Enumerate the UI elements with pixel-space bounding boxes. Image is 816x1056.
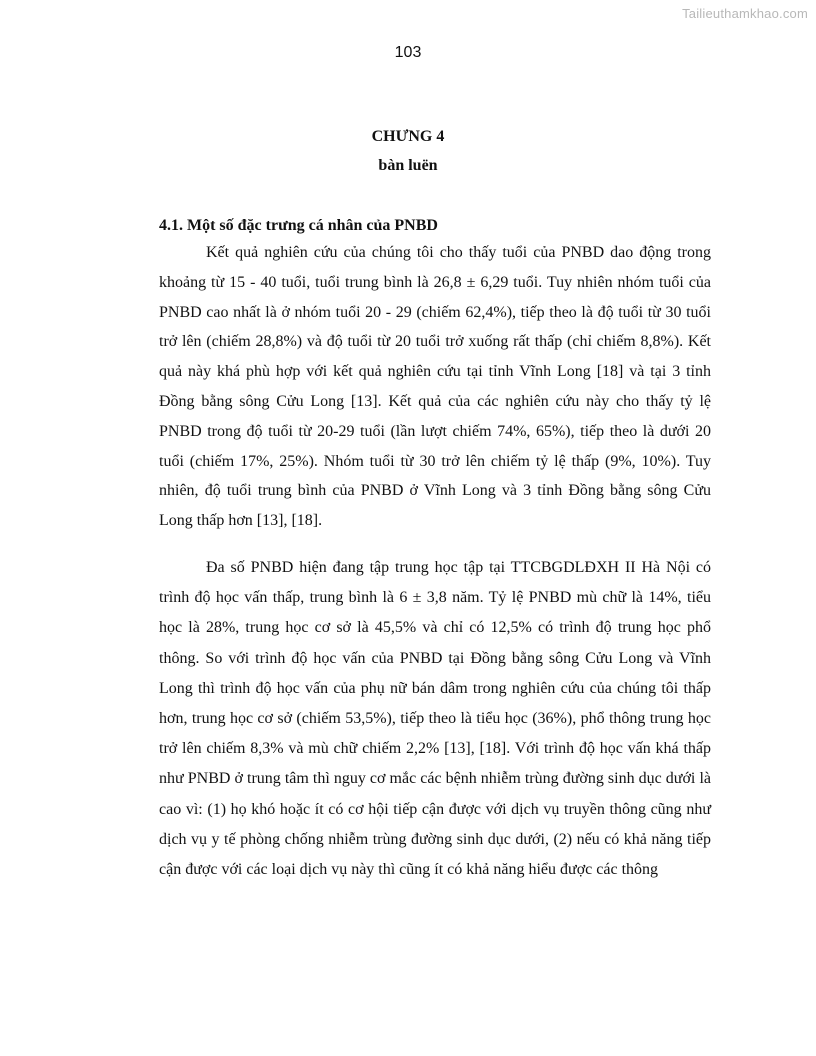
section-heading: 4.1. Một số đặc trưng cá nhân của PNBD xyxy=(159,217,438,234)
paragraph-age: Kết quả nghiên cứu của chúng tôi cho thấy tuổi của PNBD dao động trong khoảng từ 15 - 40 tuổi, tuổi trung bình là 26,8 ± 6,29 tuổi. Tuy nhiên nhóm tuổi của PNBD cao nhất là ở nhóm tuổi 20 - 29 (chiếm 62,4%), tiếp theo là độ tuổi từ 30 tuổi trở lên (chiếm 28,8%) và độ tuổi từ 20 tuổi trở xuống rất thấp (chỉ chiếm 8,8%). Kết quả này khá phù hợp với kết quả nghiên cứu tại tỉnh Vĩnh Long [18] và tại 3 tỉnh Đồng bằng sông Cửu Long [13]. Kết quả của các nghiên cứu này cho thấy tỷ lệ PNBD trong độ tuổi từ 20-29 tuổi (lần lượt chiếm 74%, 65%), tiếp theo là dưới 20 tuổi (chiếm 17%, 25%). Nhóm tuổi từ 30 trở lên chiếm tỷ lệ thấp (9%, 10%). Tuy nhiên, độ tuổi trung bình của PNBD ở Vĩnh Long và 3 tỉnh Đồng bằng sông Cửu Long thấp hơn [13], [18]. xyxy=(159,244,711,530)
watermark: Tailieuthamkhao.com xyxy=(682,6,808,21)
page-number: 103 xyxy=(394,44,422,61)
document-body xyxy=(159,214,711,885)
chapter-subtitle: bàn luën xyxy=(378,157,438,174)
paragraph-education: Đa số PNBD hiện đang tập trung học tập tại TTCBGDLĐXH II Hà Nội có trình độ học vấn thấp, trung bình là 6 ± 3,8 năm. Tỷ lệ PNBD mù chữ là 14%, tiểu học là 28%, trung học cơ sở là 45,5% và chỉ có 12,5% có trình độ trung học phổ thông. So với trình độ học vấn của PNBD tại Đồng bằng sông Cửu Long và Vĩnh Long thì trình độ học vấn của phụ nữ bán dâm trong nghiên cứu của chúng tôi thấp hơn, trung học cơ sở (chiếm 53,5%), tiếp theo là tiểu học (36%), phổ thông trung học trở lên chiếm 8,3% và mù chữ chiếm 2,2% [13], [18]. Với trình độ học vấn khá thấp như PNBD ở trung tâm thì nguy cơ mắc các bệnh nhiễm trùng đường sinh dục dưới là cao vì: (1) họ khó hoặc ít có cơ hội tiếp cận được với dịch vụ truyền thông cũng như dịch vụ y tế phòng chống nhiễm trùng đường sinh dục dưới, (2) nếu có khả năng tiếp cận được với các loại dịch vụ này thì cũng ít có khả năng hiểu được các thông xyxy=(159,558,711,878)
chapter-title: CHƯNG 4 xyxy=(371,128,445,145)
